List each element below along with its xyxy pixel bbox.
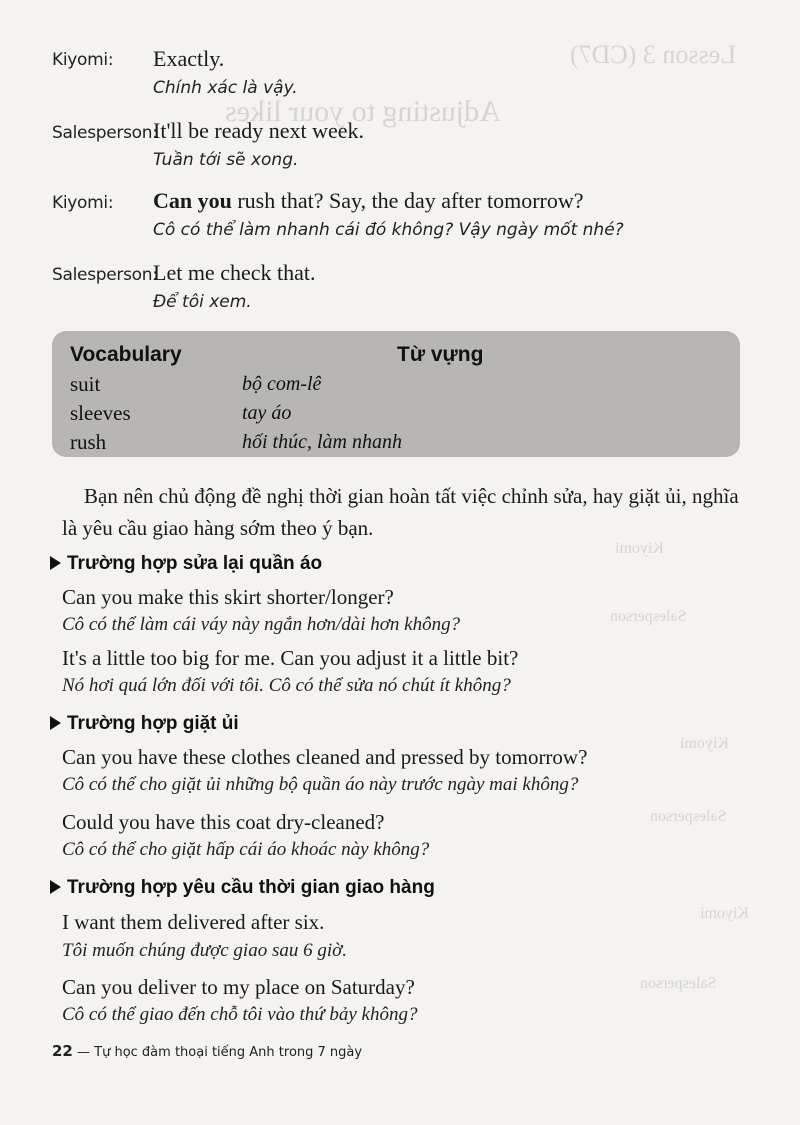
example-vi: Nó hơi quá lớn đối với tôi. Cô có thể sửa nó chút ít không?	[62, 675, 511, 696]
section-title: Trường hợp sửa lại quần áo	[67, 553, 323, 574]
dialogue-line-vi: Tuần tới sẽ xong.	[153, 150, 299, 170]
dialogue-line-vi: Chính xác là vậy.	[153, 78, 298, 98]
section-heading	[50, 553, 322, 575]
section-heading	[50, 877, 435, 899]
triangle-bullet-icon	[50, 880, 61, 894]
page-number: 22	[52, 1042, 73, 1060]
vocab-meaning: bộ com-lê	[242, 373, 322, 395]
section-title: Trường hợp giặt ủi	[67, 713, 239, 734]
intro-paragraph: Bạn nên chủ động đề nghị thời gian hoàn tất việc chỉnh sửa, hay giặt ủi, nghĩa là yêu cầu giao hàng sớm theo ý bạn.	[62, 484, 739, 540]
section-heading	[50, 713, 239, 735]
vocabulary-heading-vi: Từ vựng	[397, 343, 484, 366]
example-vi: Tôi muốn chúng được giao sau 6 giờ.	[62, 940, 348, 961]
example-en: Can you make this skirt shorter/longer?	[62, 585, 394, 609]
bleed-through-text: Kiyomi	[680, 735, 729, 752]
speaker-label: Salesperson:	[52, 265, 158, 285]
bleed-through-text: Kiyomi	[615, 540, 664, 557]
bleed-through-text: Salesperson	[640, 975, 717, 992]
example-en: Could you have this coat dry-cleaned?	[62, 810, 385, 834]
vocab-word: sleeves	[70, 401, 131, 425]
bleed-through-text: Salesperson	[650, 808, 727, 825]
vocab-meaning: hối thúc, làm nhanh	[242, 431, 402, 453]
dialogue-line-en: Let me check that.	[153, 260, 316, 285]
dialogue-line-en: Exactly.	[153, 46, 225, 71]
dialogue-line-en: It'll be ready next week.	[153, 118, 365, 143]
dialogue-line-en	[153, 188, 584, 214]
example-vi: Cô có thể làm cái váy này ngắn hơn/dài hơn không?	[62, 614, 461, 635]
key-phrase: Can you	[153, 188, 232, 213]
example-vi: Cô có thể cho giặt ủi những bộ quần áo này trước ngày mai không?	[62, 774, 579, 795]
speaker-label: Kiyomi:	[52, 50, 114, 70]
bleed-through-text: Kiyomi	[700, 905, 749, 922]
dialogue-line-rest: rush that? Say, the day after tomorrow?	[231, 188, 584, 213]
bleed-through-text: Adjusting to your likes	[225, 95, 501, 128]
page-footer	[52, 1042, 362, 1060]
example-vi: Cô có thể cho giặt hấp cái áo khoác này không?	[62, 839, 430, 860]
vocabulary-heading: Vocabulary	[70, 343, 182, 366]
vocab-meaning: tay áo	[242, 402, 292, 424]
dialogue-line-vi: Cô có thể làm nhanh cái đó không? Vậy ngày mốt nhé?	[153, 220, 624, 240]
example-vi: Cô có thể giao đến chỗ tôi vào thứ bảy không?	[62, 1004, 418, 1025]
triangle-bullet-icon	[50, 716, 61, 730]
section-title: Trường hợp yêu cầu thời gian giao hàng	[67, 877, 435, 898]
triangle-bullet-icon	[50, 556, 61, 570]
speaker-label: Salesperson:	[52, 123, 158, 143]
book-title: — Tự học đàm thoại tiếng Anh trong 7 ngày	[77, 1045, 363, 1060]
vocab-word: suit	[70, 372, 101, 396]
speaker-label: Kiyomi:	[52, 193, 114, 213]
example-en: Can you have these clothes cleaned and pressed by tomorrow?	[62, 745, 588, 769]
dialogue-line-vi: Để tôi xem.	[153, 292, 252, 312]
vocab-word: rush	[70, 430, 107, 454]
example-en: Can you deliver to my place on Saturday?	[62, 975, 415, 999]
bleed-through-text: Salesperson	[610, 608, 687, 625]
example-en: I want them delivered after six.	[62, 910, 325, 934]
bleed-through-text: Lesson 3 (CD7)	[570, 40, 737, 69]
example-en: It's a little too big for me. Can you adjust it a little bit?	[62, 646, 519, 670]
